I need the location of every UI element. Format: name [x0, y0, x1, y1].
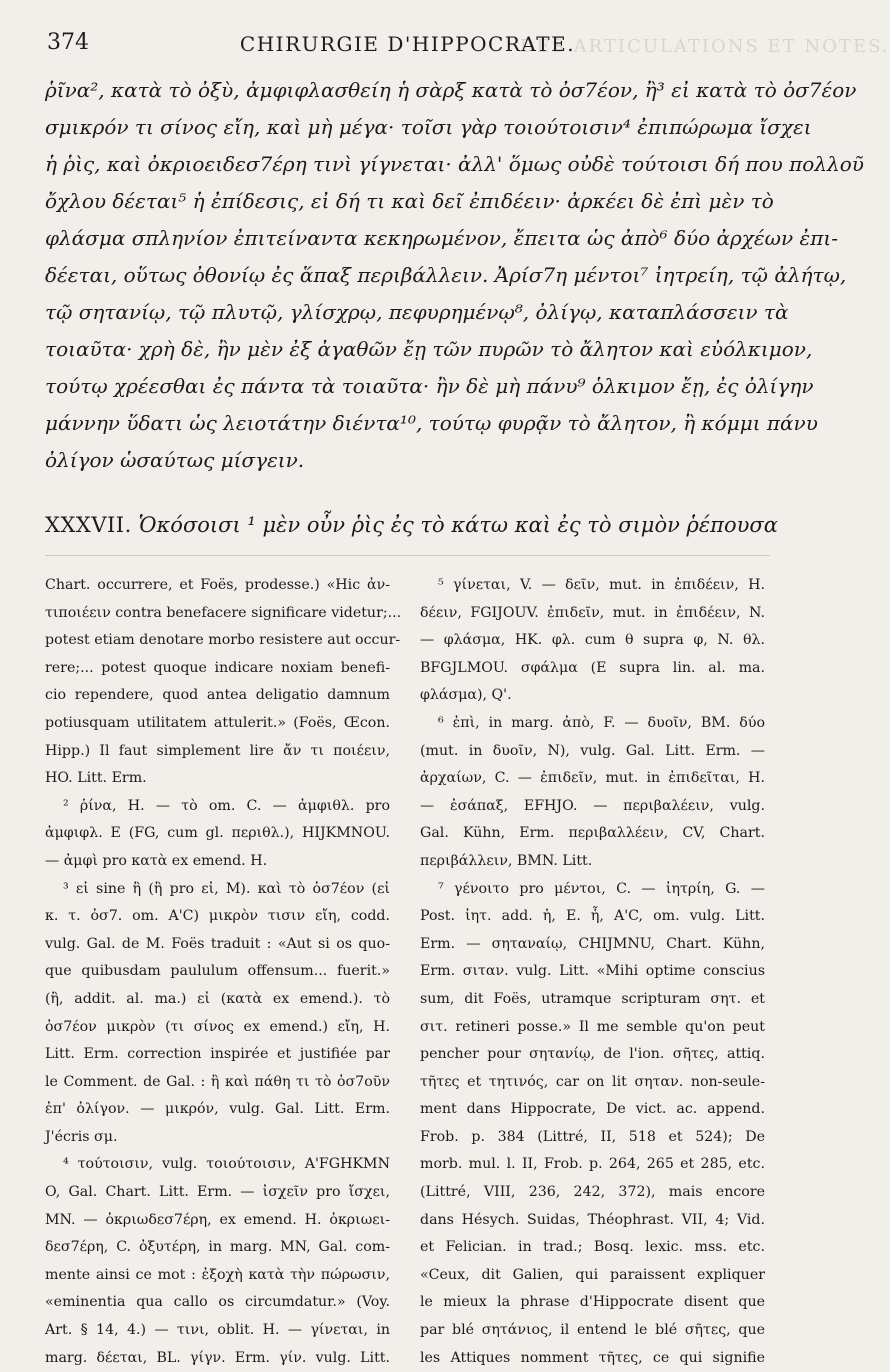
footnote-line: Art. § 14, 4.) — τινι, oblit. H. — γίνεται, in: [45, 1322, 390, 1339]
footnote-line: O, Gal. Chart. Litt. Erm. — ἰσχεῖν pro ἴσχει,: [45, 1184, 390, 1201]
footnote-line: le Comment. de Gal. : ἢ καὶ πάθη τι τὸ ὀσ7οῦν: [45, 1073, 390, 1090]
footnote-line: περιβάλλειν, BMN. Litt.: [420, 852, 593, 869]
greek-text-line: τούτῳ χρέεσθαι ἐς πάντα τὰ τοιαῦτα· ἢν δὲ μὴ πάνυ⁹ ὁλκιμον ἔῃ, ἐς ὀλίγην: [45, 374, 814, 398]
greek-text-line: τῷ σητανίῳ, τῷ πλυτῷ, γλίσχρῳ, πεφυρημένῳ⁸, ὀλίγῳ, καταπλάσσειν τὰ: [45, 300, 789, 324]
footnote-line: ἀμφιφλ. E (FG, cum gl. περιθλ.), HIJKMNOU.: [45, 825, 390, 842]
footnote-line: φλάσμα), Q'.: [420, 687, 512, 704]
footnote-line: mente ainsi ce mot : ἐξοχὴ κατὰ τὴν πώρωσιν,: [45, 1266, 390, 1283]
greek-text-line: ὄχλου δέεται⁵ ἡ ἐπίδεσις, εἰ δή τι καὶ δεῖ ἐπιδέειν· ἀρκέει δὲ ἐπὶ μὲν τὸ: [45, 189, 774, 213]
chapter-opening-text: Ὁκόσοισι ¹ μὲν οὖν ῥὶς ἐς τὸ κάτω καὶ ἐς τὸ σιμὸν ῥέπουσα: [138, 513, 778, 537]
footnote-line: potiusquam utilitatem attulerit.» (Foës, Œcon.: [45, 714, 390, 731]
footnote-line: — ἀμφὶ pro κατὰ ex emend. H.: [45, 852, 268, 869]
footnote-line: morb. mul. l. II, Frob. p. 264, 265 et 285, etc.: [420, 1156, 765, 1173]
footnote-line: σιτ. retineri posse.» Il me semble qu'on peut: [420, 1018, 765, 1035]
footnote-line: marg. δέεται, BL. γίγν. Erm. γίν. vulg. Litt.: [45, 1349, 390, 1366]
footnote-line: ἀρχαίων, C. — ἐπιδεῖν, mut. in ἐπιδεῖται, H.: [420, 770, 765, 787]
footnote-line: J'écris σμ.: [45, 1128, 118, 1145]
footnote-line: (ἢ, addit. al. ma.) εἰ (κατὰ ex emend.). τὸ: [45, 990, 390, 1007]
footnote-line: (Littré, VIII, 236, 242, 372), mais encore: [420, 1184, 765, 1201]
greek-text-line: φλάσμα σπληνίον ἐπιτείναντα κεκηρωμένον, ἔπειτα ὡς ἀπὸ⁶ δύο ἀρχέων ἐπι-: [45, 226, 838, 250]
footnote-line: cio rependere, quod antea deligatio damnum: [45, 687, 390, 704]
chapter-heading: [45, 513, 778, 553]
footnote-line: HO. Litt. Erm.: [45, 770, 147, 787]
greek-text-line: δέεται, οὕτως ὀθονίῳ ἐς ἅπαξ περιβάλλειν. Ἀρίσ7η μέντοι⁷ ἰητρείη, τῷ ἀλήτῳ,: [45, 263, 847, 287]
footnote-line: «Ceux, dit Galien, qui paraissent expliquer: [420, 1266, 765, 1283]
footnote-line: δέειν, FGIJOUV. ἐπιδεῖν, mut. in ἐπιδέειν, N.: [420, 604, 765, 621]
footnote-line: ἐπ' ὀλίγον. — μικρόν, vulg. Gal. Litt. Erm.: [45, 1101, 390, 1118]
footnote-line: et Felician. in trad.; Bosq. lexic. mss. etc.: [420, 1239, 765, 1256]
footnote-line: — ἐσάπαξ, EFHJO. — περιβαλέειν, vulg.: [420, 797, 765, 814]
footnote-line: rere;... potest quoque indicare noxiam benefi-: [45, 659, 390, 676]
greek-main-text: [45, 72, 864, 479]
footnote-line: ³ εἰ sine ἢ (ἢ pro εἰ, M). καὶ τὸ ὀσ7έον (εἰ: [63, 880, 390, 897]
footnote-line: potest etiam denotare morbo resistere aut occur-: [45, 632, 401, 649]
footnote-line: Frob. p. 384 (Littré, II, 518 et 524); De: [420, 1128, 765, 1145]
footnote-line: Post. ἰητ. add. ἡ, E. ἧ, A'C, om. vulg. Litt.: [420, 908, 765, 925]
greek-text-line: τοιαῦτα· χρὴ δὲ, ἢν μὲν ἐξ ἀγαθῶν ἔῃ τῶν πυρῶν τὸ ἄλητον καὶ εὐόλκιμον,: [45, 337, 813, 361]
show-through-text: DES ARTICULATIONS ET NOTES.: [520, 36, 890, 57]
chapter-number: XXXVII.: [45, 513, 132, 537]
footnote-line: vulg. Gal. de M. Foës traduit : «Aut si os quo-: [45, 935, 390, 952]
footnote-line: BFGJLMOU. σφάλμα (E supra lin. al. ma.: [420, 659, 765, 676]
footnote-line: le mieux la phrase d'Hippocrate disent que: [420, 1294, 765, 1311]
footnote-line: δεσ7έρη, C. ὀξυτέρη, in marg. MN, Gal. com-: [45, 1239, 390, 1256]
page-header: [45, 30, 770, 62]
footnote-line: Chart. occurrere, et Foës, prodesse.) «Hic ἀν-: [45, 577, 390, 593]
footnote-line: ⁷ γένοιτο pro μέντοι, C. — ἰητρίη, G. —: [438, 880, 765, 897]
greek-text-line: ἡ ῥὶς, καὶ ὀκριοειδεσ7έρη τινὶ γίγνεται· ἀλλ' ὅμως οὐδὲ τούτοισι δή που πολλοῦ: [45, 152, 864, 176]
footnote-line: les Attiques nomment τῆτες, ce qui signifie: [420, 1349, 765, 1366]
footnote-line: Litt. Erm. correction inspirée et justifiée par: [45, 1046, 390, 1063]
footnote-line: «eminentia qua callo os circumdatur.» (Voy.: [45, 1294, 390, 1311]
footnote-line: MN. — ὀκριωδεσ7έρη, ex emend. H. ὀκριωει-: [45, 1211, 390, 1228]
greek-text-line: ῥῖνα², κατὰ τὸ ὀξὺ, ἀμφιφλασθείη ἡ σὰρξ κατὰ τὸ ὀσ7έον, ἢ³ εἰ κατὰ τὸ ὀσ7έον: [45, 78, 857, 102]
footnote-line: ⁶ ἐπὶ, in marg. ἀπὸ, F. — δυοῖν, BM. δύο: [438, 714, 765, 731]
footnote-line: κ. τ. ὀσ7. om. A'C) μικρὸν τισιν εἴη, codd.: [45, 908, 390, 925]
notes-right-column: [420, 572, 765, 1372]
divider-rule: [45, 555, 770, 556]
footnote-line: pencher pour σητανίῳ, de l'ion. σῆτες, attiq.: [420, 1046, 765, 1063]
footnote-line: Erm. — σηταναίῳ, CHIJMNU, Chart. Kühn,: [420, 935, 765, 952]
footnote-line: ⁴ τούτοισιν, vulg. τοιούτοισιν, A'FGHKMN: [63, 1156, 390, 1173]
footnote-line: — φλάσμα, HK. φλ. cum θ supra φ, N. θλ.: [420, 632, 765, 649]
footnote-line: Erm. σιταν. vulg. Litt. «Mihi optime conscius: [420, 963, 765, 980]
footnote-line: ὀσ7έον μικρὸν (τι σίνος ex emend.) εἴη, H.: [45, 1018, 390, 1035]
greek-text-line: μάννην ὕδατι ὡς λειοτάτην διέντα¹⁰, τούτῳ φυρᾷν τὸ ἄλητον, ἢ κόμμι πάνυ: [45, 411, 818, 435]
footnote-line: ⁵ γίνεται, V. — δεῖν, mut. in ἐπιδέειν, H.: [438, 577, 765, 593]
footnote-line: Hipp.) Il faut simplement lire ἄν τι ποιέειν,: [45, 742, 390, 759]
footnote-line: τιποιέειν contra benefacere significare videtur;...: [45, 604, 402, 621]
footnote-line: ment dans Hippocrate, De vict. ac. append.: [420, 1101, 765, 1118]
footnote-line: Gal. Kühn, Erm. περιβαλλέειν, CV, Chart.: [420, 825, 765, 842]
notes-left-column: [45, 572, 402, 1372]
footnote-line: (mut. in δυοῖν, N), vulg. Gal. Litt. Erm. —: [420, 742, 765, 759]
footnote-line: τῆτες et τητινός, car on lit σηταν. non-seule-: [420, 1073, 765, 1090]
page-number: 374: [47, 30, 89, 55]
footnote-line: ² ῥίνα, H. — τὸ om. C. — ἀμφιθλ. pro: [63, 797, 390, 814]
footnote-line: par blé σητάνιος, il entend le blé σῆτες, que: [420, 1322, 765, 1339]
footnote-line: que quibusdam paululum offensum... fuerit.»: [45, 963, 390, 980]
running-title: CHIRURGIE D'HIPPOCRATE.: [239, 32, 576, 56]
greek-text-line: ὀλίγον ὡσαύτως μίσγειν.: [45, 448, 305, 472]
footnote-line: sum, dit Foës, utramque scripturam σητ. et: [420, 990, 765, 1007]
footnote-line: dans Hésych. Suidas, Théophrast. VII, 4; Vid.: [420, 1211, 765, 1228]
greek-text-line: σμικρόν τι σίνος εἴη, καὶ μὴ μέγα· τοῖσι γὰρ τοιούτοισιν⁴ ἐπιπώρωμα ἴσχει: [45, 115, 812, 139]
